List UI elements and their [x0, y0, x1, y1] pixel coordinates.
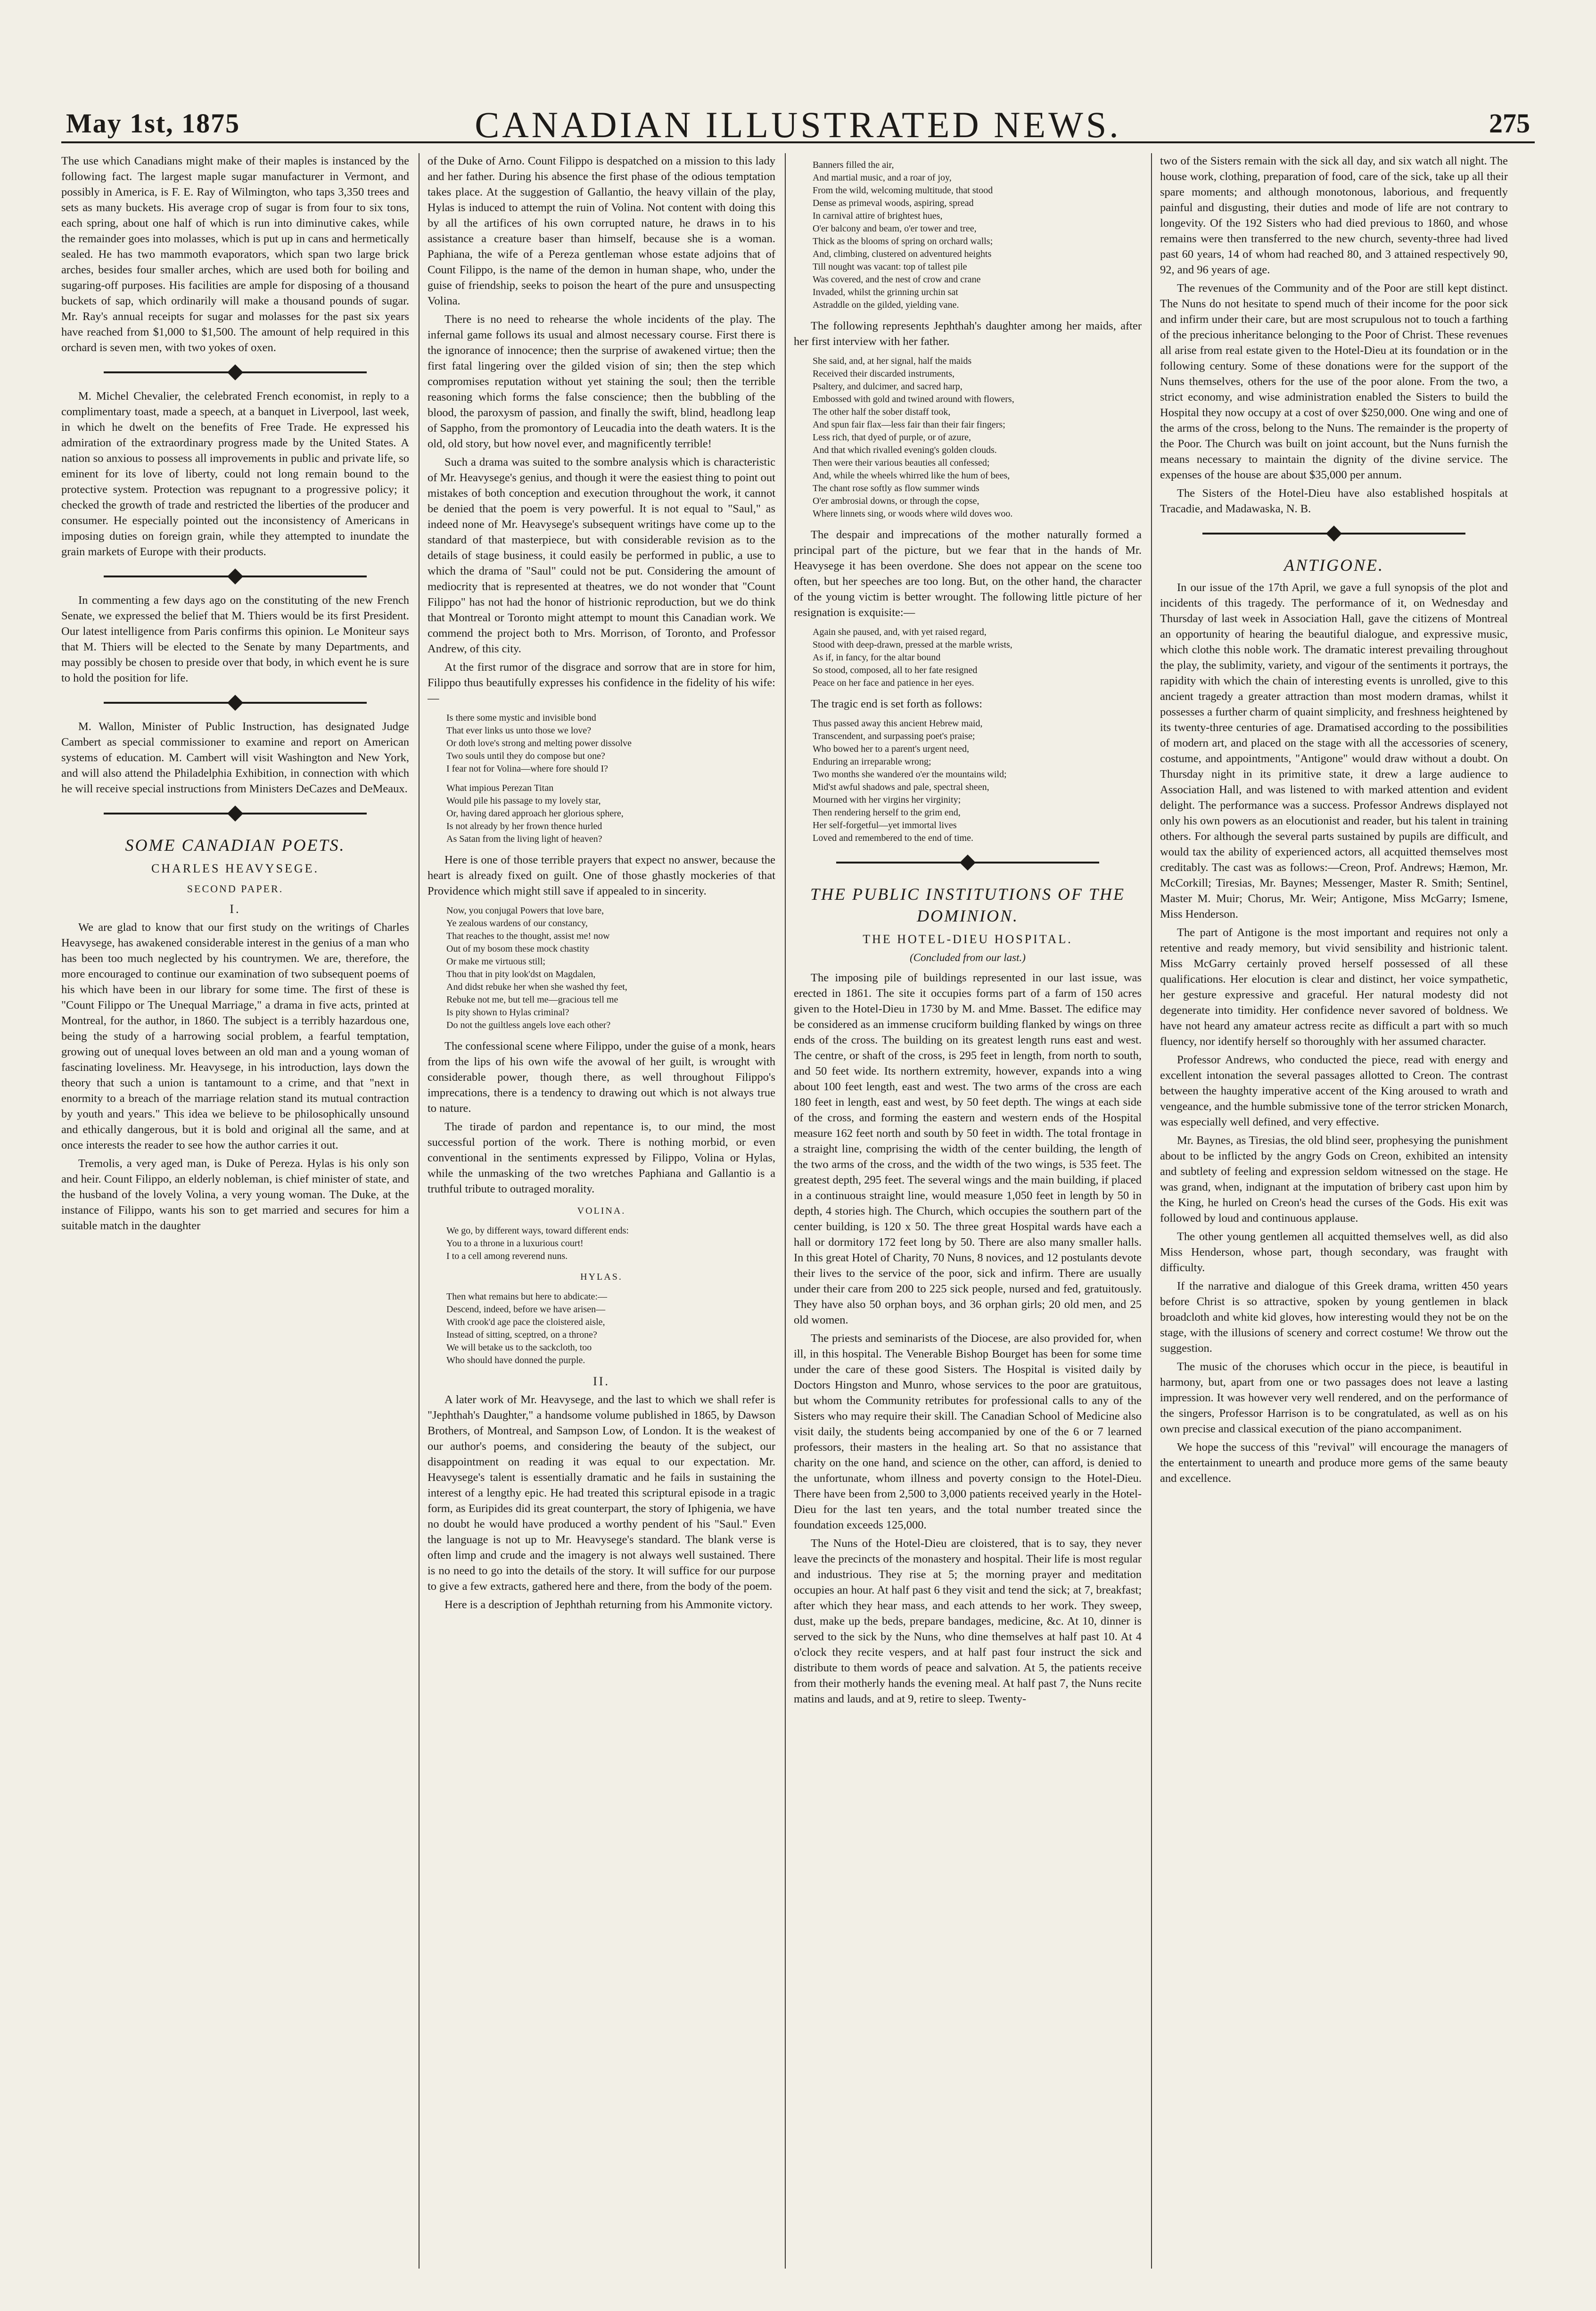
verse-speaker: HYLAS. [580, 1272, 623, 1282]
column-2 [428, 153, 775, 2269]
section-heading-antigone: ANTIGONE. [1283, 556, 1384, 575]
article-hotel-dieu-body: The Nuns of the Hotel-Dieu are cloistered, that is to say, they never leave the precincts of the monastery and hospital. Their life is most regular and industrious. They rise at 5; the morning prayer and meditation occupies an hour. At half past 6 they visit and tend the sick; at 7, breakfast; after which they hear mass, and each attends to her work. They sweep, dust, make up the beds, prepare bandages, medicine, &c. At 10, dinner is served to the sick by the Nuns, who dine themselves at half past 10. At 4 o'clock they recite vespers, and at half past four instruct the sick and distribute to them words of peace and salvation. At 5, the patients receive from their motherly hands the evening meal. At half past 7, the Nuns recite matins and lauds, and at 9, retire to sleep. Twenty- [794, 1537, 1142, 1705]
verse-quote: We go, by different ways, toward different ends: You to a throne in a luxurious court! I to a cell among reverend nuns. [446, 1225, 629, 1261]
article-poets-body: The confessional scene where Filippo, under the guise of a monk, hears from the lips of his own wife the avowal of her guilt, is wrought with considerable power, though there, as well throughout Filippo's imprecations, there is a tendency to drawing out which is not always true to nature. [428, 1040, 775, 1115]
column-1 [61, 153, 409, 2269]
article-poets-body: The tirade of pardon and repentance is, to our mind, the most successful portion of the work. There is nothing morbid, or even conventional in the sentiments expressed by Filippo, Volina or Hylas, while the unmasking of the two wretches Paphiana and Gallantio is a truthful tribute to outraged morality. [428, 1120, 775, 1195]
verse-quote: Then what remains but here to abdicate:— Descend, indeed, before we have arisen— With crook'd age pace the cloistered aisle, Instead of sitting, sceptred, on a throne? We will betake us to the sackcloth, too Who should have donned the purple. [446, 1291, 607, 1365]
article-antigone-body: The part of Antigone is the most important and requires not only a retentive and ready memory, but vivid sensibility and histrionic talent. Miss McGarry certainly proved herself possessed of all these qualifications. Her elocution is clear and distinct, her voice sympathetic, her gesture expressive and graceful. Her natural modesty did not degenerate into timidity. Her confidence never savored of boldness. We have not heard any amateur actress recite as difficult a part with so much fluency, nor identify herself so thoroughly with her assumed character. [1160, 926, 1508, 1048]
article-antigone-body: Professor Andrews, who conducted the piece, read with energy and excellent intonation the several passages allotted to Creon. The contrast between the haughty imperative accent of the King aroused to wrath and vengeance, and the humble submissive tone of the terror stricken Monarch, was especially well defined, and very effective. [1160, 1053, 1508, 1128]
verse-quote: Is there some mystic and invisible bond That ever links us unto those we love? Or doth love's strong and melting power dissolve Two souls until they do compose but one? I fear not for Volina—where fore should I? [446, 713, 632, 774]
article-hotel-dieu-body: The imposing pile of buildings represented in our last issue, was erected in 1861. The site it occupies forms part of a farm of 150 acres given to the Hotel-Dieu in 1730 by M. and Mme. Basset. The edifice may be considered as an immense cruciform building flanked by wings on three ends of the cross. The building on its greatest length runs east and west. The centre, or shaft of the cross, is 295 feet in length, from north to south, and 50 feet wide. Its northern extremity, however, expands into a wing about 100 feet length, east and west. The two arms of the cross are each 180 feet in length, east and west, by 50 feet depth. The wings at each side of the cross, and forming the eastern and western ends of the Hospital measure 162 feet north and south by 50 feet in width. The total frontage in a straight line, comprising the width of the center building, the length of the two arms of the cross, and the width of the two wings, is 535 feet. The greatest depth, 295 feet. The several wings and the main building, if placed in a continuous straight line, would measure 1,050 feet in length by 50 in depth, 4 stories high. The Church, which occupies the southern part of the center building, is 120 x 50. The three great Hospital wards have each a hall or dormitory 172 feet long by 50. There are also many smaller halls. In this great Hotel of Charity, 70 Nuns, 8 novices, and 12 postulants devote their lives to the service of the poor, sick and infirm. There are usually under their care from 200 to 225 sick people, nursed and fed, gratuitously. They have also 50 orphan boys, and 36 orphan girls; 20 old men, and 25 old women. [794, 971, 1142, 1326]
article-poets-body: of the Duke of Arno. Count Filippo is despatched on a mission to this lady and her father. During his absence the first phase of the odious temptation takes place. At the suggestion of Gallantio, the heavy villain of the play, Hylas is induced to attempt the ruin of Volina. Not content with doing this by all the artifices of his own corrupted nature, he draws in to his assistance a creature baser than himself, because she is a woman. Paphiana, the wife of a Pereza gentleman whose estate adjoins that of Count Filippo, is the name of the demon in human shape, who, under the guise of friendship, seeks to poison the heart of the pure and unsuspecting Volina. [428, 155, 775, 307]
separator-ornament [61, 691, 409, 713]
separator-ornament [61, 802, 409, 824]
article-poets-body: We are glad to know that our first study on the writings of Charles Heavysege, has awakened considerable interest in the genius of a man who has been too much neglected by his countrymen. We are, therefore, the more encouraged to continue our examination of two subsequent poems of his which have been in our library for some time. The first of these is "Count Filippo or The Unequal Marriage," a drama in five acts, printed at Montreal, for the author, in 1860. The subject is a terribly hazardous one, being the study of a harrowing social problem, a fearful temptation, growing out of unequal loves between an old man and a young woman of fascinating loveliness. Mr. Heavysege, in his introduction, lays down the theory that such a union is tantamount to a crime, and that "next in enormity to a breach of the marriage relation stand its mutual contraction by youth and years." This idea we believe to be philosophically unsound and ethically dangerous, but it is bold and original all the same, and at once interests the reader to see how the author carries it out. [61, 921, 409, 1151]
verse-speaker: VOLINA. [577, 1206, 626, 1216]
article-poets-body: Such a drama was suited to the sombre analysis which is characteristic of Mr. Heavysege's genius, and though it were the easiest thing to point out mistakes of both conception and execution throughout the work, it cannot be denied that the poem is very powerful. It is not equal to "Saul," as indeed none of Mr. Heavysege's subsequent writings have come up to the standard of that masterpiece, but with considerable revision as to the details of stage business, it could easily be performed in public, a use to which the drama of "Saul" could not be put. Considering the amount of mediocrity that is represented at theatres, we do not wonder that "Count Filippo" has not had the honor of histrionic reproduction, but we do think that Montreal or Toronto might attempt to mount this Canadian work. We commend the project both to Mrs. Morrison, of Toronto, and Professor Andrew, of this city. [428, 456, 775, 655]
verse-quote: Now, you conjugal Powers that love bare, Ye zealous wardens of our constancy, That reaches to the thought, assist me! now Out of my bosom these mock chastity Or make me virtuous still; Thou that in pity look'dst on Magdalen, And didst rebuke her when she washed thy feet, Rebuke not me, but tell me—gracious tell me Is pity shown to Hylas criminal? Do not the guiltless angels love each other? [446, 905, 627, 1030]
article-poets-body: The tragic end is set forth as follows: [811, 698, 983, 710]
column-4 [1160, 153, 1508, 2269]
article-poets-body: A later work of Mr. Heavysege, and the last to which we shall refer is "Jephthah's Daughter," a handsome volume published in 1865, by Dawson Brothers, of Montreal, and Sampson Low, of London. It is the weakest of our author's poems, and considering the beauty of the subject, our disappointment on reading it was equal to our expectation. Mr. Heavysege's talent is essentially dramatic and he fails in sustaining the interest of a lengthy epic. He had treated this scriptural episode in a tragic form, as Euripides did its great counterpart, the story of Iphigenia, we have no doubt he would have produced a worthy pendent of his "Saul." Even the language is not up to Mr. Heavysege's standard. The blank verse is often limp and crude and the imagery is not always well sustained. There is no need to go into the details of the story. It will suffice for our purpose to give a few extracts, gathered here and there, from the body of the poem. [428, 1393, 775, 1593]
article-poets-body: The following represents Jephthah's daughter among her maids, after her first interview with her father. [794, 320, 1142, 348]
section-numeral: I. [230, 902, 241, 916]
separator-ornament [794, 851, 1142, 873]
article-thiers: In commenting a few days ago on the constituting of the new French Senate, we expressed the belief that M. Thiers would be its first President. Our latest intelligence from Paris confirms this opinion. Le Moniteur says that M. Thiers will be elected to the Senate by many Departments, and may possibly be chosen to preside over that body, in which event he is sure to hold the position for life. [61, 594, 409, 684]
article-hotel-dieu-body: The revenues of the Community and of the Poor are still kept distinct. The Nuns do not hesitate to spend much of their income for the poor sick and infirm under their care, but are most scrupulous not to touch a farthing of the precious inheritance belonging to the Poor of Christ. These revenues all arise from real estate given to the Hotel-Dieu at its foundation or in the following century. Some of these donations were for the support of the Nuns themselves, others for the use of the poor alone. From the two, a strict economy, and wise administration enabled the Sisters to build the Hospital they now occupy at a cost of over $250,000. One wing and one of the arms of the cross, belong to the Nuns. The remainder is the property of the Poor. The Church was built on joint account, but the Nuns furnish the means necessary to maintain the dignity of the divine service. The expenses of the house are about $35,000 per annum. [1160, 282, 1508, 481]
article-hotel-dieu-body: The Sisters of the Hotel-Dieu have also established hospitals at Tracadie, and Madawaska, N. B. [1160, 487, 1508, 515]
verse-quote: She said, and, at her signal, half the maids Received their discarded instruments, Psaltery, and dulcimer, and sacred harp, Embossed with gold and twined around with flowers, The other half the sober distaff took, And spun fair flax—less fair than their fair fingers; Less rich, that dyed of purple, or of azure, And that which rivalled evening's golden clouds. Then were their various beauties all confessed; And, while the wheels whirred like the hum of bees, The chant rose softly as flow summer winds O'er ambrosial downs, or through the copse, Where linnets sing, or woods where wild doves woo. [813, 356, 1014, 519]
article-poets-body: Here is a description of Jephthah returning from his Ammonite victory. [444, 1598, 773, 1611]
article-antigone-body: We hope the success of this "revival" will encourage the managers of the entertainment to unearth and produce more gems of the same beauty and excellence. [1160, 1441, 1508, 1485]
article-maple-sugar: The use which Canadians might make of their maples is instanced by the following fact. The largest maple sugar manufacturer in Vermont, and possibly in America, is F. E. Ray of Wilmington, who taps 3,350 trees and sets as many buckets. His average crop of sugar is from four to six tons, each spring, about one half of which is run into diminutive cakes, while the remainder goes into molasses, which is put up in cans and hermetically sealed. He has two mammoth evaporators, which span two large brick arches, besides four smaller arches, which are used both for boiling and sugaring-off purposes. His facilities are ample for disposing of a thousand buckets of sap, which ordinarily will make a thousand pounds of sugar. Mr. Ray's annual receipts for sugar and molasses for the past six years have reached from $1,000 to $1,500. The amount of help required in this orchard is seven men, with two yokes of oxen. [61, 155, 409, 354]
verse-quote: Banners filled the air, And martial music, and a roar of joy, From the wild, welcoming multitude, that stood Dense as primeval woods, aspiring, spread In carnival attire of brightest hues, O'er balcony and beam, o'er tower and tree, Thick as the blooms of spring on orchard walls; And, climbing, clustered on adventured heights Till nought was vacant: top of tallest pile Was covered, and the nest of crow and crane Invaded, whilst the grinning urchin sat Astraddle on the gilded, yielding vane. [813, 160, 993, 310]
article-antigone-body: The music of the choruses which occur in the piece, is beautiful in harmony, but, apart from one or two passages does not leave a lasting impression. It was however very well rendered, and on the performance of the singers, Professor Harrison is to be congratulated, as well as on his own precise and classical execution of the piano accompaniment. [1160, 1360, 1508, 1435]
masthead [61, 71, 1535, 143]
issue-date: May 1st, 1875 [66, 108, 240, 139]
article-wallon: M. Wallon, Minister of Public Instruction, has designated Judge Cambert as special commissioner to examine and report on American systems of education. M. Cambert will visit Washington and New York, and will also attend the Philadelphia Exhibition, in connection with which he will receive special instructions from Ministers DeCazes and DeMeaux. [61, 720, 409, 795]
column-rule [419, 153, 420, 2269]
article-antigone-body: Mr. Baynes, as Tiresias, the old blind seer, prophesying the punishment about to be inflicted by the angry Gods on Creon, exhibited an intensity and subtlety of feeling and expression seldom witnessed on the stage. He was grand, when, indignant at the imputation of bribery cast upon him by the King, he hurled on Creon's head the curses of the Gods. His exit was followed by loud and continuous applause. [1160, 1134, 1508, 1225]
verse-quote: Thus passed away this ancient Hebrew maid, Transcendent, and surpassing poet's praise; Who bowed her to a parent's urgent need, Enduring an irreparable wrong; Two months she wandered o'er the mountains wild; Mid'st awful shadows and pale, spectral sheen, Mourned with her virgins her virginity; Then rendering herself to the grim end, Her self-forgetful—yet immortal lives Loved and remembered to the end of time. [813, 718, 1007, 843]
article-chevalier: M. Michel Chevalier, the celebrated French economist, in reply to a complimentary toast, made a speech, at a banquet in Liverpool, last week, in which he dwelt on the benefits of Free Trade. He expressed his admiration of the extraordinary progress made by the United States. A nation so anxious to possess all improvements in public and private life, so eminent for its love of liberty, could not long remain bound to the protective system. Protection was repugnant to a progressive policy; it checked the growth of trade and restricted the liberties of the producer and consumer. He especially pointed out the inconsistency of Americans in imposing duties on foreign grain, while they attempted to inundate the grain markets of Europe with their products. [61, 390, 409, 558]
verse-quote: Again she paused, and, with yet raised regard, Stood with deep-drawn, pressed at the marble wrists, As if, in fancy, for the altar bound So stood, composed, all to her fate resigned Peace on her face and patience in her eyes. [813, 627, 1012, 688]
section-numeral: II. [593, 1374, 610, 1388]
verse-quote: What impious Perezan Titan Would pile his passage to my lovely star, Or, having dared approach her glorious sphere, Is not already by her frown thence hurled As Satan from the living light of heaven? [446, 783, 624, 844]
article-poets-body: There is no need to rehearse the whole incidents of the play. The infernal game follows its usual and almost necessary course. First there is the ignorance of innocence; then the surprise of awakened virtue; then the first fatal lingering over the gilded vision of sin; then the step which compromises reputation without yet staining the soul; then the terrible reasoning which forms the false conscience; then the bubbling of the blood, the paroxysm of passion, and finally the swift, blind, headlong leap of Sappho, from the promontory of Leucadia into the death waters. It is the old, old story, but how novel ever, and magnificently terrible! [428, 313, 775, 450]
article-poets-body: At the first rumor of the disgrace and sorrow that are in store for him, Filippo thus beautifully expresses his confidence in the fidelity of his wife:— [428, 661, 775, 705]
section-heading-institutions: THE PUBLIC INSTITUTIONS OF THE DOMINION. [810, 885, 1126, 925]
paper-label: SECOND PAPER. [187, 883, 284, 895]
column-rule [1151, 153, 1152, 2269]
article-antigone-body: The other young gentlemen all acquitted themselves well, as did also Miss Henderson, whose part, though secondary, was fraught with difficulty. [1160, 1230, 1508, 1274]
separator-ornament [61, 565, 409, 587]
article-hotel-dieu-body: The priests and seminarists of the Diocese, are also provided for, when ill, in this hospital. The Venerable Bishop Bourget has been for some time under the care of these good Sisters. The Hospital is visited daily by Doctors Hingston and Munro, whose services to the poor are gratuitous, but whom the Community retributes for professional calls to any of the Sisters who may require their skill. The Canadian School of Medicine also visit daily, the students being accompanied by one of the 6 or 7 learned professors, their masters in the healing art. So that no assistance that charity on the one hand, and science on the other, can afford, is denied to the unfortunate, whom illness and poverty consign to the Hotel-Dieu. There have been from 2,500 to 3,000 patients received yearly in the Hotel-Dieu for the last ten years, and the total number treated since the foundation exceeds 125,000. [794, 1332, 1142, 1531]
newspaper-title: CANADIAN ILLUSTRATED NEWS. [475, 104, 1121, 145]
continuation-note: (Concluded from our last.) [910, 952, 1026, 963]
separator-ornament [61, 361, 409, 383]
article-poets-body: Here is one of those terrible prayers that expect no answer, because the heart is already fixed on guilt. One of those ghastly mockeries of that Providence which might still save if appealed to in sincerity. [428, 854, 775, 897]
page-number: 275 [1489, 108, 1530, 139]
article-poets-body: Tremolis, a very aged man, is Duke of Pereza. Hylas is his only son and heir. Count Filippo, an elderly nobleman, is chief minister of state, and the husband of the lovely Volina, a very young woman. The Duke, at the instance of Filippo, wants his son to get married and secures for him a suitable match in the daughter [61, 1157, 409, 1232]
separator-ornament [1160, 522, 1508, 544]
subheading-hotel-dieu: THE HOTEL-DIEU HOSPITAL. [863, 932, 1073, 946]
column-3 [794, 153, 1142, 2269]
article-poets-body: The despair and imprecations of the mother naturally formed a principal part of the picture, but we fear that in the hands of Mr. Heavysege it has been overdone. She does not appear on the scene too often, but her speeches are too long. But, on the other hand, the character of the young victim is better wrought. The following little picture of her resignation is exquisite:— [794, 528, 1142, 619]
subheading-heavysege: CHARLES HEAVYSEGE. [151, 862, 320, 875]
article-antigone-body: In our issue of the 17th April, we gave a full synopsis of the plot and incidents of this tragedy. The performance of it, on Wednesday and Thursday of last week in Association Hall, gave the citizens of Montreal an opportunity of hearing the beautiful dialogue, and expressive music, which clothe this noble work. The dramatic interest prevailing throughout the play, the sublimity, variety, and vigour of the sentiments it portrays, the rapidity with which the chain of interesting events is unrolled, give to this ancient tragedy a greater attraction than most modern dramas, whilst it possesses a further charm of quaint simplicity, and freshness heightened by its twenty-three centuries of age. Dramatised according to the possibilities of modern art, and placed on the stage with all the accessories of scenery, costume, and appointments, "Antigone" would draw without a doubt. On Thursday night in its primitive state, it drew a large audience to Association Hall, and was listened to with marked attention and evident delight. The performance was a success. Professor Andrews displayed not only his own powers as an elocutionist and reader, but his talent in training others. For although the several parts sustained by pupils are difficult, and would tax the ability of experienced actors, all acquitted themselves most creditably. The cast was as follows:—Creon, Prof. Andrews; Hæmon, Mr. McCorkill; Tiresias, Mr. Baynes; Messenger, Master R. Smith; Sentinel, Master M. Muir; Chorus, Mr. Weir; Antigone, Miss McGarry; Ismene, Miss Henderson. [1160, 581, 1508, 921]
column-rule [785, 153, 786, 2269]
article-antigone-body: If the narrative and dialogue of this Greek drama, written 450 years before Christ is so attractive, spoken by young gentlemen in black broadcloth and white kid gloves, how interesting would they not be on the stage, with the illusions of scenery and correct costume! We throw out the suggestion. [1160, 1280, 1508, 1355]
article-hotel-dieu-body: two of the Sisters remain with the sick all day, and six watch all night. The house work, clothing, preparation of food, care of the sick, take up all their spare moments; and although monotonous, laborious, and frequently painful and disgusting, their duties and mode of life are not contrary to longevity. Of the 192 Sisters who had died previous to 1860, and whose remains were then transferred to the new church, seventy-three had lived past 60 years, 14 of whom had reached 80, and 3 attained respectively 90, 92, and 96 years of age. [1160, 155, 1508, 276]
section-heading-poets: SOME CANADIAN POETS. [125, 836, 346, 855]
